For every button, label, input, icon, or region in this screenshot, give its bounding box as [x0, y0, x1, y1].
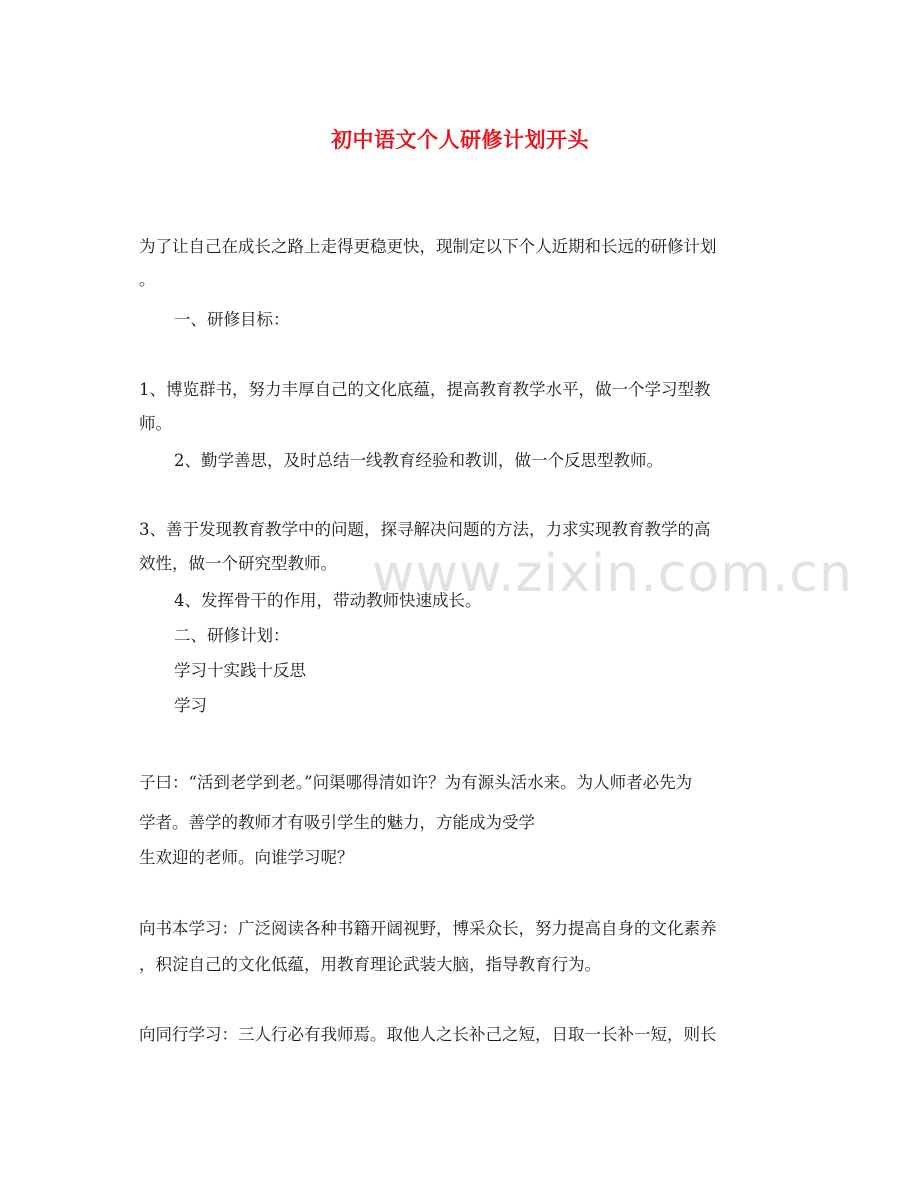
section-2-heading: 二、研修计划： — [174, 626, 290, 645]
goal-2: 2、勤学善思，及时总结一线教育经验和教训，做一个反思型教师。 — [174, 451, 663, 470]
watermark: www.zixin.com.cn — [372, 544, 853, 604]
study-para-line-3: 生欢迎的老师。向谁学习呢？ — [139, 848, 354, 867]
study-heading: 学习 — [174, 696, 207, 715]
goal-4: 4、发挥骨干的作用，带动教师快速成长。 — [174, 591, 482, 610]
peers-para-line-1: 向同行学习：三人行必有我师焉。取他人之长补己之短，日取一长补一短，则长 — [139, 1025, 717, 1044]
document-title: 初中语文个人研修计划开头 — [331, 127, 589, 152]
goal-1-line-1: 1、博览群书，努力丰厚自己的文化底蕴，提高教育教学水平，做一个学习型教 — [139, 380, 711, 399]
goal-3-line-2: 效性，做一个研究型教师。 — [139, 554, 337, 573]
goal-1-line-2: 师。 — [139, 414, 172, 433]
intro-line-2: 。 — [139, 270, 156, 289]
section-1-heading: 一、研修目标： — [174, 310, 290, 329]
intro-line-1: 为了让自己在成长之路上走得更稳更快，现制定以下个人近期和长远的研修计划 — [139, 237, 717, 256]
study-para-line-2: 学者。善学的教师才有吸引学生的魅力，方能成为受学 — [139, 813, 535, 832]
plan-formula: 学习十实践十反思 — [174, 661, 306, 680]
study-para-line-1: 子曰：“活到老学到老。”问渠哪得清如许？为有源头活水来。为人师者必先为 — [139, 773, 693, 792]
books-para-line-1: 向书本学习：广泛阅读各种书籍开阔视野，博采众长，努力提高自身的文化素养 — [139, 919, 717, 938]
books-para-line-2: ，积淀自己的文化低蕴，用教育理论武装大脑，指导教育行为。 — [139, 955, 601, 974]
goal-3-line-1: 3、善于发现教育教学中的问题，探寻解决问题的方法，力求实现教育教学的高 — [139, 520, 711, 539]
